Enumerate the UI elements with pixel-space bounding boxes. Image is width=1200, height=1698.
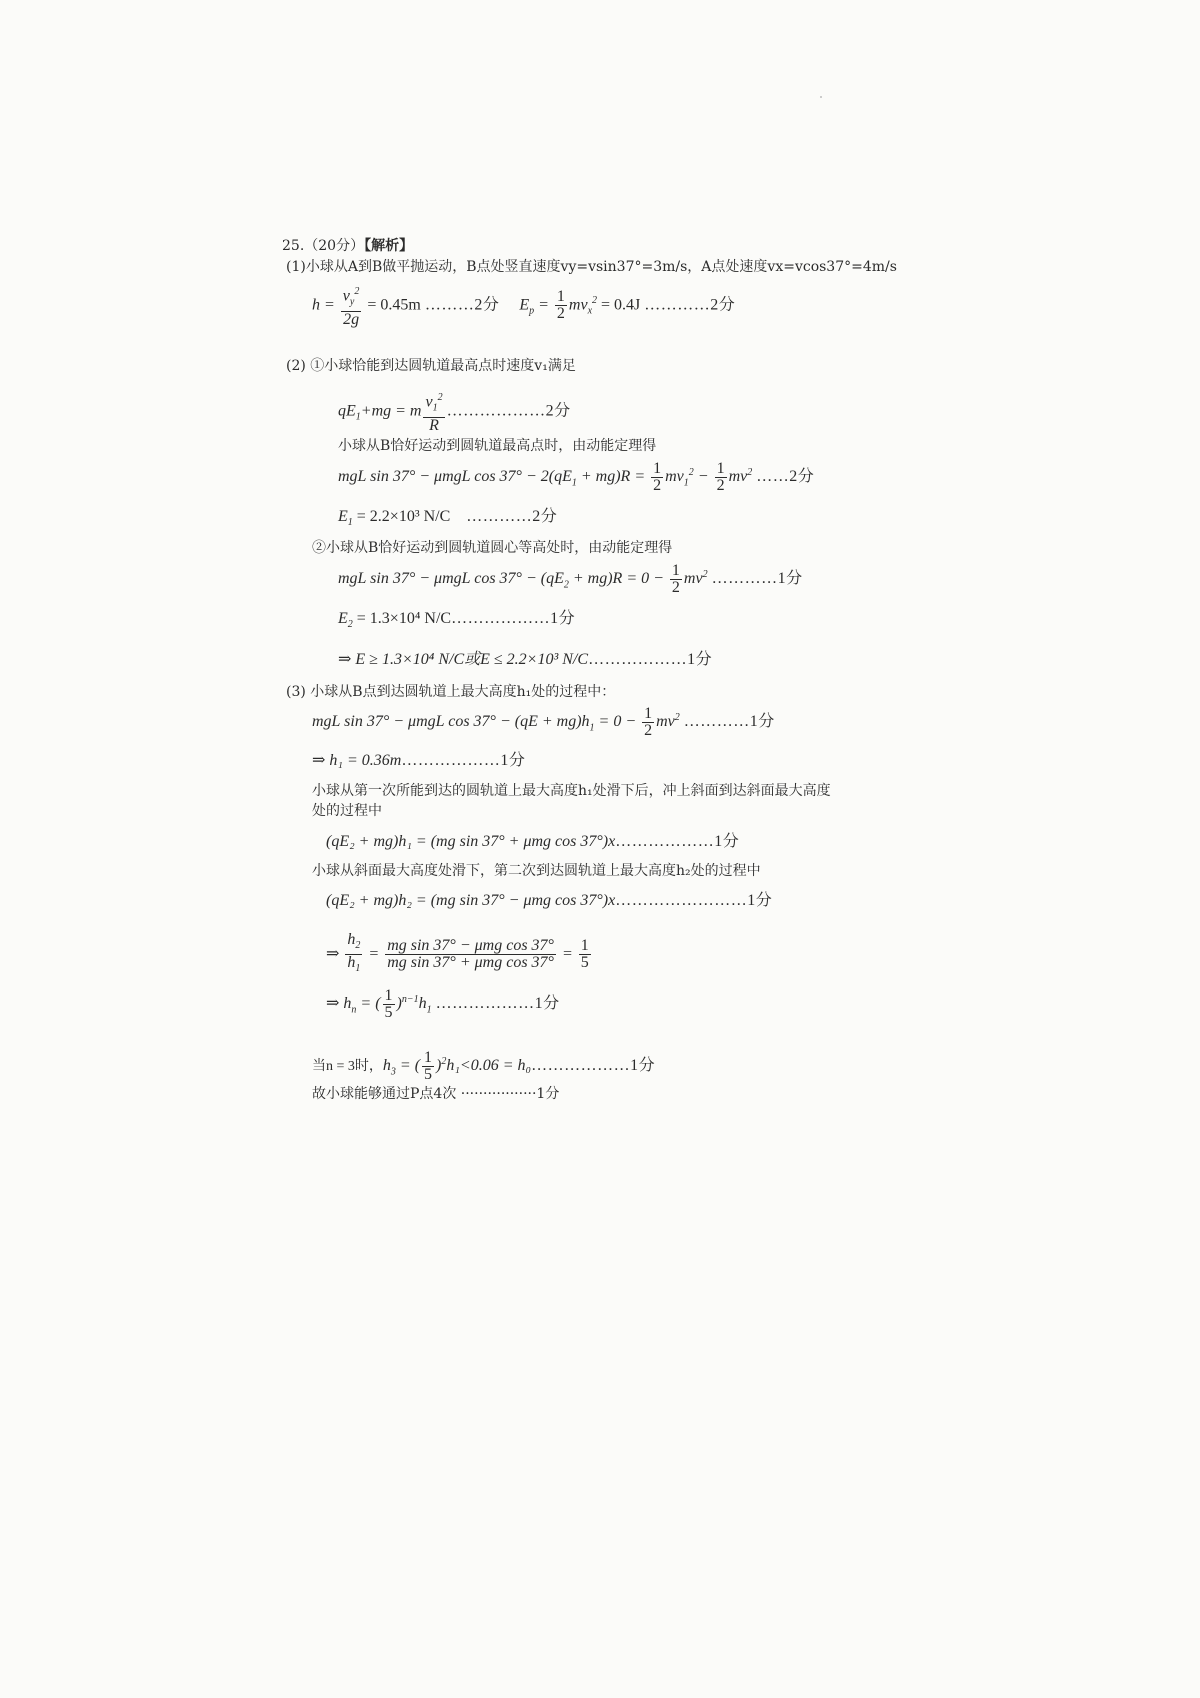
part1-label: (1) — [286, 259, 306, 275]
h2-h1-fraction: $\frac{h_2}{h_1}$ — [347, 931, 361, 975]
e-range: ⇒ E ≥ 1.3×10⁴ N/C或E ≤ 2.2×10³ N/C — [338, 651, 589, 668]
half-fraction: $\frac{1}{2}$ — [716, 460, 725, 494]
part3-eq2 — [326, 833, 739, 851]
part2-intro — [286, 357, 576, 375]
h-fraction: $\frac{v_y^2}{2g}$ — [342, 286, 360, 328]
conclusion-text: 故小球能够通过P点4次 — [312, 1086, 457, 1102]
part2-intro-text: ①小球恰能到达圆轨道最高点时速度v₁满足 — [310, 358, 576, 374]
part2-eq1: $qE_1+mg = m$ $\frac{v_1^2}{R}$ ………………2分 — [338, 392, 571, 434]
ratio-numerator: mg sin 37° − μmg cos 37° — [387, 937, 554, 955]
part2-eq2: mgL sin 37° − μmgL $\cos 37^\circ - 2(qE_1 + mg)R$ = $\frac{1}{2}$ $mv_1^2$ − $\frac{1}{2}$ $mv^2$ ……2分 — [338, 460, 815, 494]
part2-e2: $E_2 = 1.3\times 10^4$ N/C………………1分 — [338, 610, 576, 631]
half-fraction: $\frac{1}{2}$ — [671, 562, 680, 596]
v1-fraction: $\frac{v_1^2}{R}$ — [425, 392, 443, 434]
e2-value: = 1.3×10⁴ N/C — [356, 610, 452, 627]
part3-eq3 — [326, 892, 772, 910]
part3-hn: ⇒ $h_n$ = ( $\frac{1}{5}$ )$^{n-1}h_1$ ………………1分 — [326, 987, 560, 1021]
part2-label: (2) — [286, 358, 306, 374]
half-fraction: $\frac{1}{2}$ — [644, 705, 653, 739]
part3-eq1: mgL sin 37° − μmgL $\cos 37^\circ - (qE + mg)h_1 = 0$ − $\frac{1}{2}$ $mv^2$ …………1分 — [312, 705, 775, 739]
part3-eq3-text: (qE₂ + mg)h₂ = (mg sin 37° − μmg cos 37°)x — [326, 892, 616, 909]
fifth-fraction: $\frac{1}{5}$ — [580, 937, 589, 972]
half-fraction: $\frac{1}{2}$ — [653, 460, 662, 494]
part3-eq2-text: (qE₂ + mg)h₁ = (mg sin 37° + μmg cos 37°)x — [326, 833, 616, 850]
ep-score: …………2分 — [644, 296, 736, 314]
part1-formulas: h = $\frac{v_y^2}{2g}$ = 0.45m ………2分 $E_p$ = $\frac{1}{2}$ $mv_x^2 = 0.4J$ …………2分 — [312, 286, 736, 328]
part1-statement — [286, 258, 897, 276]
e1-score: …………2分 — [466, 508, 558, 525]
part2-text3: ②小球从B恰好运动到圆轨道圆心等高处时，由动能定理得 — [312, 540, 673, 556]
part3-text2b: 处的过程中 — [312, 803, 382, 819]
part3-intro-text: 小球从B点到达圆轨道上最大高度h₁处的过程中： — [310, 684, 616, 700]
question-points: （20分） — [304, 238, 365, 254]
analysis-tag: 【解析】 — [364, 238, 414, 254]
e-range-score: ………………1分 — [588, 651, 713, 668]
part3-eq2-score: ………………1分 — [615, 833, 740, 850]
question-number: 25. — [282, 238, 305, 254]
part3-ratio: ⇒ $\frac{h_2}{h_1}$ = $\frac{\text{mg sin 37° − μmg cos 37°}}{\text{mg sin 37° + μmg cos 37°}}$ = $\frac{1}{5}$ — [326, 932, 593, 977]
part2-eq2-score: ……2分 — [756, 468, 815, 486]
ratio-fraction — [385, 938, 556, 971]
part1-text: 小球从A到B做平抛运动，B点处竖直速度vy=vsin37°=3m/s，A点处速度vx=vcos37°=4m/s — [305, 259, 897, 275]
n3-tail: h₁<0.06 = h₀ — [446, 1057, 532, 1075]
fifth-fraction: $\frac{1}{5}$ — [384, 987, 393, 1021]
part3-intro — [286, 683, 615, 701]
ep-fraction: $\frac{1}{2}$ — [556, 288, 565, 323]
part3-eq1-score: …………1分 — [683, 713, 775, 731]
h-result: = 0.45m — [367, 296, 421, 314]
conclusion-score: ·················1分 — [460, 1086, 560, 1102]
part2-e1: $E_1 = 2.2\times 10^3$ N/C …………2分 — [338, 508, 558, 529]
e2-score: ………………1分 — [451, 610, 576, 627]
part2-eq3: mgL sin 37° − μmgL $\cos 37^\circ - (qE_2 + mg)R = 0$ − $\frac{1}{2}$ $mv^2$ …………1分 — [338, 562, 803, 596]
e1-value: = 2.2×10³ N/C — [356, 508, 451, 525]
part2-eq3-score: …………1分 — [711, 570, 803, 588]
question-header — [282, 237, 413, 255]
scan-speck — [820, 96, 822, 98]
n3-text: 当n = 3时， — [312, 1059, 383, 1075]
part2-eq1-score: ………………2分 — [446, 402, 571, 420]
part3-text2a: 小球从第一次所能到达的圆轨道上最大高度h₁处滑下后，冲上斜面到达斜面最大高度 — [312, 783, 831, 799]
part3-n3: 当n = 3时，$h_3$ = ( $\frac{1}{5}$ )$^2$h₁<0.06 = h₀………………1分 — [312, 1049, 656, 1083]
part2-text2: 小球从B恰好运动到圆轨道最高点时，由动能定理得 — [338, 438, 657, 454]
fifth-fraction: $\frac{1}{5}$ — [424, 1049, 433, 1083]
h1-value: ⇒ h₁ = 0.36m — [312, 752, 402, 769]
part3-eq3-score: ……………………1分 — [615, 892, 773, 909]
part2-range — [338, 651, 712, 669]
ratio-denominator: mg sin 37° + μmg cos 37° — [387, 954, 554, 972]
hn-score: ………………1分 — [435, 995, 560, 1013]
ep-result: = 0.4J — [601, 296, 641, 314]
part3-conclusion — [312, 1085, 559, 1103]
h1-score: ………………1分 — [401, 752, 526, 769]
part3-text3: 小球从斜面最大高度处滑下，第二次到达圆轨道上最大高度h₂处的过程中 — [312, 863, 761, 879]
part3-label: (3) — [286, 684, 306, 700]
n3-score: ………………1分 — [531, 1057, 656, 1075]
h-score: ………2分 — [424, 296, 500, 314]
part3-h1 — [312, 752, 525, 770]
